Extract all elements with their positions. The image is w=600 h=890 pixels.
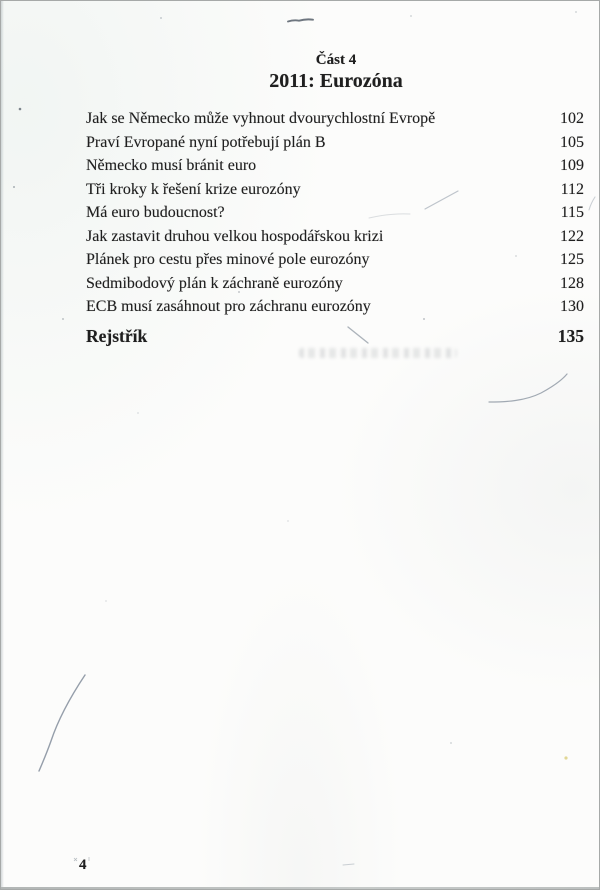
toc-entry-title: ECB musí zasáhnout pro záchranu eurozóny [86,298,371,315]
scan-edge-bottom [1,887,599,889]
show-through-ghost-text [299,348,457,358]
speck [105,600,107,602]
toc-entry-title: Tři kroky k řešení krize eurozóny [86,180,301,198]
toc-entry [86,107,584,131]
toc-entry [86,248,584,272]
speck [62,318,64,320]
toc-entry-title: Sedmibodový plán k záchraně eurozóny [86,274,343,292]
toc-entry-page: 130 [560,298,584,315]
toc-entry-page: 115 [560,204,584,221]
toc-entry [86,272,584,296]
table-of-contents [86,107,584,319]
scan-edge-left [1,1,4,889]
index-entry [86,324,584,348]
toc-entry [86,154,584,178]
speck [13,186,15,188]
speck [564,756,567,759]
pen-mark-top [288,19,313,21]
toc-entry-title: Má euro budoucnost? [86,204,225,221]
pen-curve-right [489,374,567,402]
tiny-cross-1 [74,858,77,861]
speck [575,11,577,13]
toc-entry [86,131,584,155]
index-page: 135 [557,326,584,346]
toc-entry-title: Praví Evropané nyní potřebují plán B [86,133,326,151]
toc-entry [86,295,584,319]
small-dash [343,864,354,865]
toc-entry-title: Jak se Německo může vyhnout dvourychlostní Evropě [86,110,436,127]
toc-entry-title: Německo musí bránit euro [86,157,257,174]
toc-entry-page: 102 [560,110,584,127]
toc-entry-page: 128 [560,274,584,292]
speck [160,17,162,19]
pen-curve-bottom-left [39,675,85,771]
speck [450,742,452,744]
toc-entry [86,225,584,249]
toc-entry [86,201,584,225]
toc-entry-title: Plánek pro cestu přes minové pole eurozóny [86,251,370,268]
speck [287,520,289,522]
speck [410,15,412,17]
index-title: Rejstřík [86,326,148,346]
toc-entry [86,178,584,202]
toc-entry-title: Jak zastavit druhou velkou hospodářskou krizi [86,227,384,245]
speck [137,412,139,414]
speck [19,108,22,111]
part-title: 2011: Eurozóna [269,70,403,92]
toc-entry-page: 109 [560,157,584,174]
toc-entry-page: 122 [560,227,584,245]
toc-entry-page: 105 [560,133,584,151]
page-number: 4 [79,857,87,873]
chapter-heading [86,51,586,92]
pen-mark-edge-slash [589,197,595,210]
toc-entry-page: 112 [560,180,584,198]
toc-entry-page: 125 [560,251,584,268]
part-label: Část 4 [315,52,357,68]
